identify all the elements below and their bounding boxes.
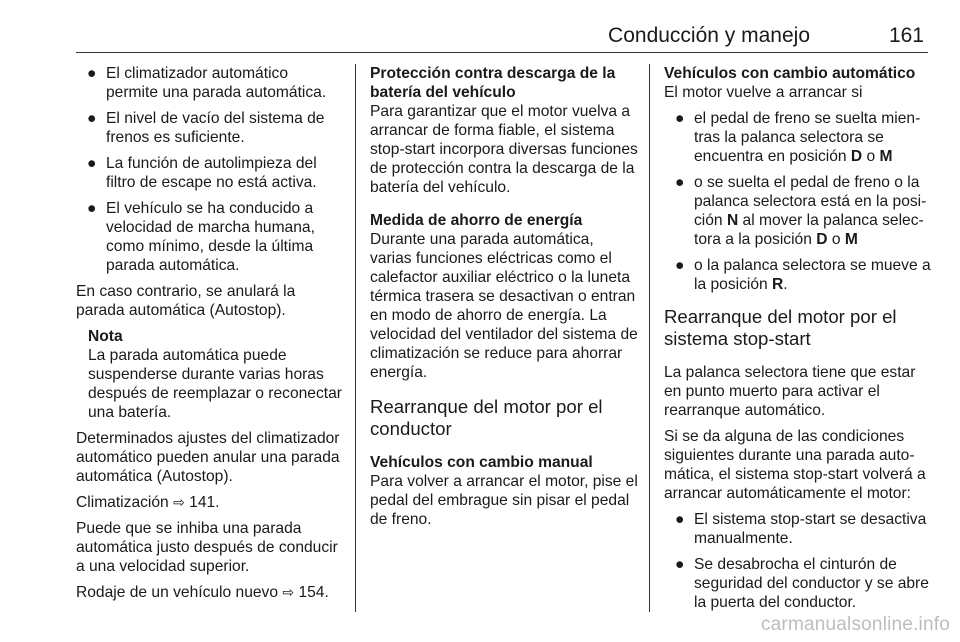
bullet-icon: ● [675,556,685,573]
watermark: carmanualsonline.info [760,614,950,635]
page-title: Conducción y manejo [608,24,810,47]
page-header [76,22,928,53]
column-divider [649,64,650,612]
page-reference-icon: ⇨ [173,494,185,510]
section-energy-saving [370,211,638,382]
note-text: La parada automática puede suspenderse durante varias horas después de reemplazar o reconectar una batería. [88,347,342,421]
page-reference-icon: ⇨ [282,584,295,600]
page-reference[interactable]: 154. [298,584,329,601]
bullet-icon: ● [87,110,97,127]
note-heading: Nota [88,328,123,345]
section-battery-protection [370,64,638,197]
section-heading: Rearranque del motor por el conductor [370,396,603,439]
paragraph: Para garantizar que el motor vuelva a arrancar de forma fiable, el sistema stop-start incorpora diversas funciones de protección contra la descarga de la batería del vehículo. [370,103,638,196]
paragraph: Para volver a arrancar el motor, pise el pedal del embrague sin pisar el pedal de freno. [370,473,638,528]
subheading: Vehículos con cambio manual [370,454,593,471]
bullet-icon: ● [675,174,685,191]
list-item: ● Se desabrocha el cinturón de seguridad del conductor y se abre la puerta del conductor. [675,556,929,611]
list-item: ● o la palanca selectora se mueve a la posición R. [675,257,931,293]
list-item: ● El nivel de vacío del sistema de frenos es suficiente. [87,110,325,146]
bullet-icon: ● [87,65,97,82]
bullet-icon: ● [675,257,685,274]
list-item: ● o se suelta el pedal de freno o la palanca selectora está en la posición N al mover la palanca selectora a la posición D o M [675,174,927,248]
page-reference[interactable]: 141. [189,494,220,511]
paragraph: Determinados ajustes del climatizador automático pueden anular una parada automática (Autostop). [76,430,340,485]
paragraph: Si se da alguna de las condiciones siguientes durante una parada automática, el sistema stop-start volverá a arrancar automáticamente el motor: [664,428,926,502]
paragraph: La palanca selectora tiene que estar en punto muerto para activar el rearranque automático. [664,364,916,419]
cross-reference: Climatización ⇨ 141. [76,494,220,511]
column-right [664,64,932,619]
list-item: ● El sistema stop-start se desactiva manualmente. [675,511,927,547]
bullet-icon: ● [675,110,685,127]
paragraph: El motor vuelve a arrancar si [664,84,863,101]
column-left [76,64,344,609]
subheading: Vehículos con cambio automático [664,65,916,82]
list-item: ● El climatizador automático permite una parada automática. [87,65,327,101]
subheading: Protección contra descarga de la batería del vehículo [370,65,616,101]
subheading: Medida de ahorro de energía [370,212,583,229]
column-divider [355,64,356,612]
list-item: ● La función de autolimpieza del filtro de escape no está activa. [87,155,317,191]
list-item: ● El vehículo se ha conducido a velocidad de marcha humana, como mínimo, desde la última parada automática. [87,200,315,274]
cross-reference: Rodaje de un vehículo nuevo ⇨ 154. [76,584,329,601]
list-item: ● el pedal de freno se suelta mientras la palanca selectora se encuentra en posición D o M [675,110,921,165]
section-manual-transmission [370,453,638,529]
bullet-icon: ● [87,155,97,172]
section-heading: Rearranque del motor por el sistema stop-start [664,306,897,349]
bullet-icon: ● [87,200,97,217]
note-box [76,327,344,422]
page-number: 161 [888,24,924,47]
column-middle [370,64,638,543]
paragraph: En caso contrario, se anulará la parada automática (Autostop). [76,283,296,319]
paragraph: Durante una parada automática, varias funciones eléctricas como el calefactor auxiliar eléctrico o la luneta térmica trasera se desactivan o entran en modo de ahorro de energía. La velocidad del ventilador del sistema de climatización se reduce para ahorrar energía. [370,231,638,381]
paragraph: Puede que se inhiba una parada automática justo después de conducir a una velocidad superior. [76,520,338,575]
bullet-icon: ● [675,511,685,528]
